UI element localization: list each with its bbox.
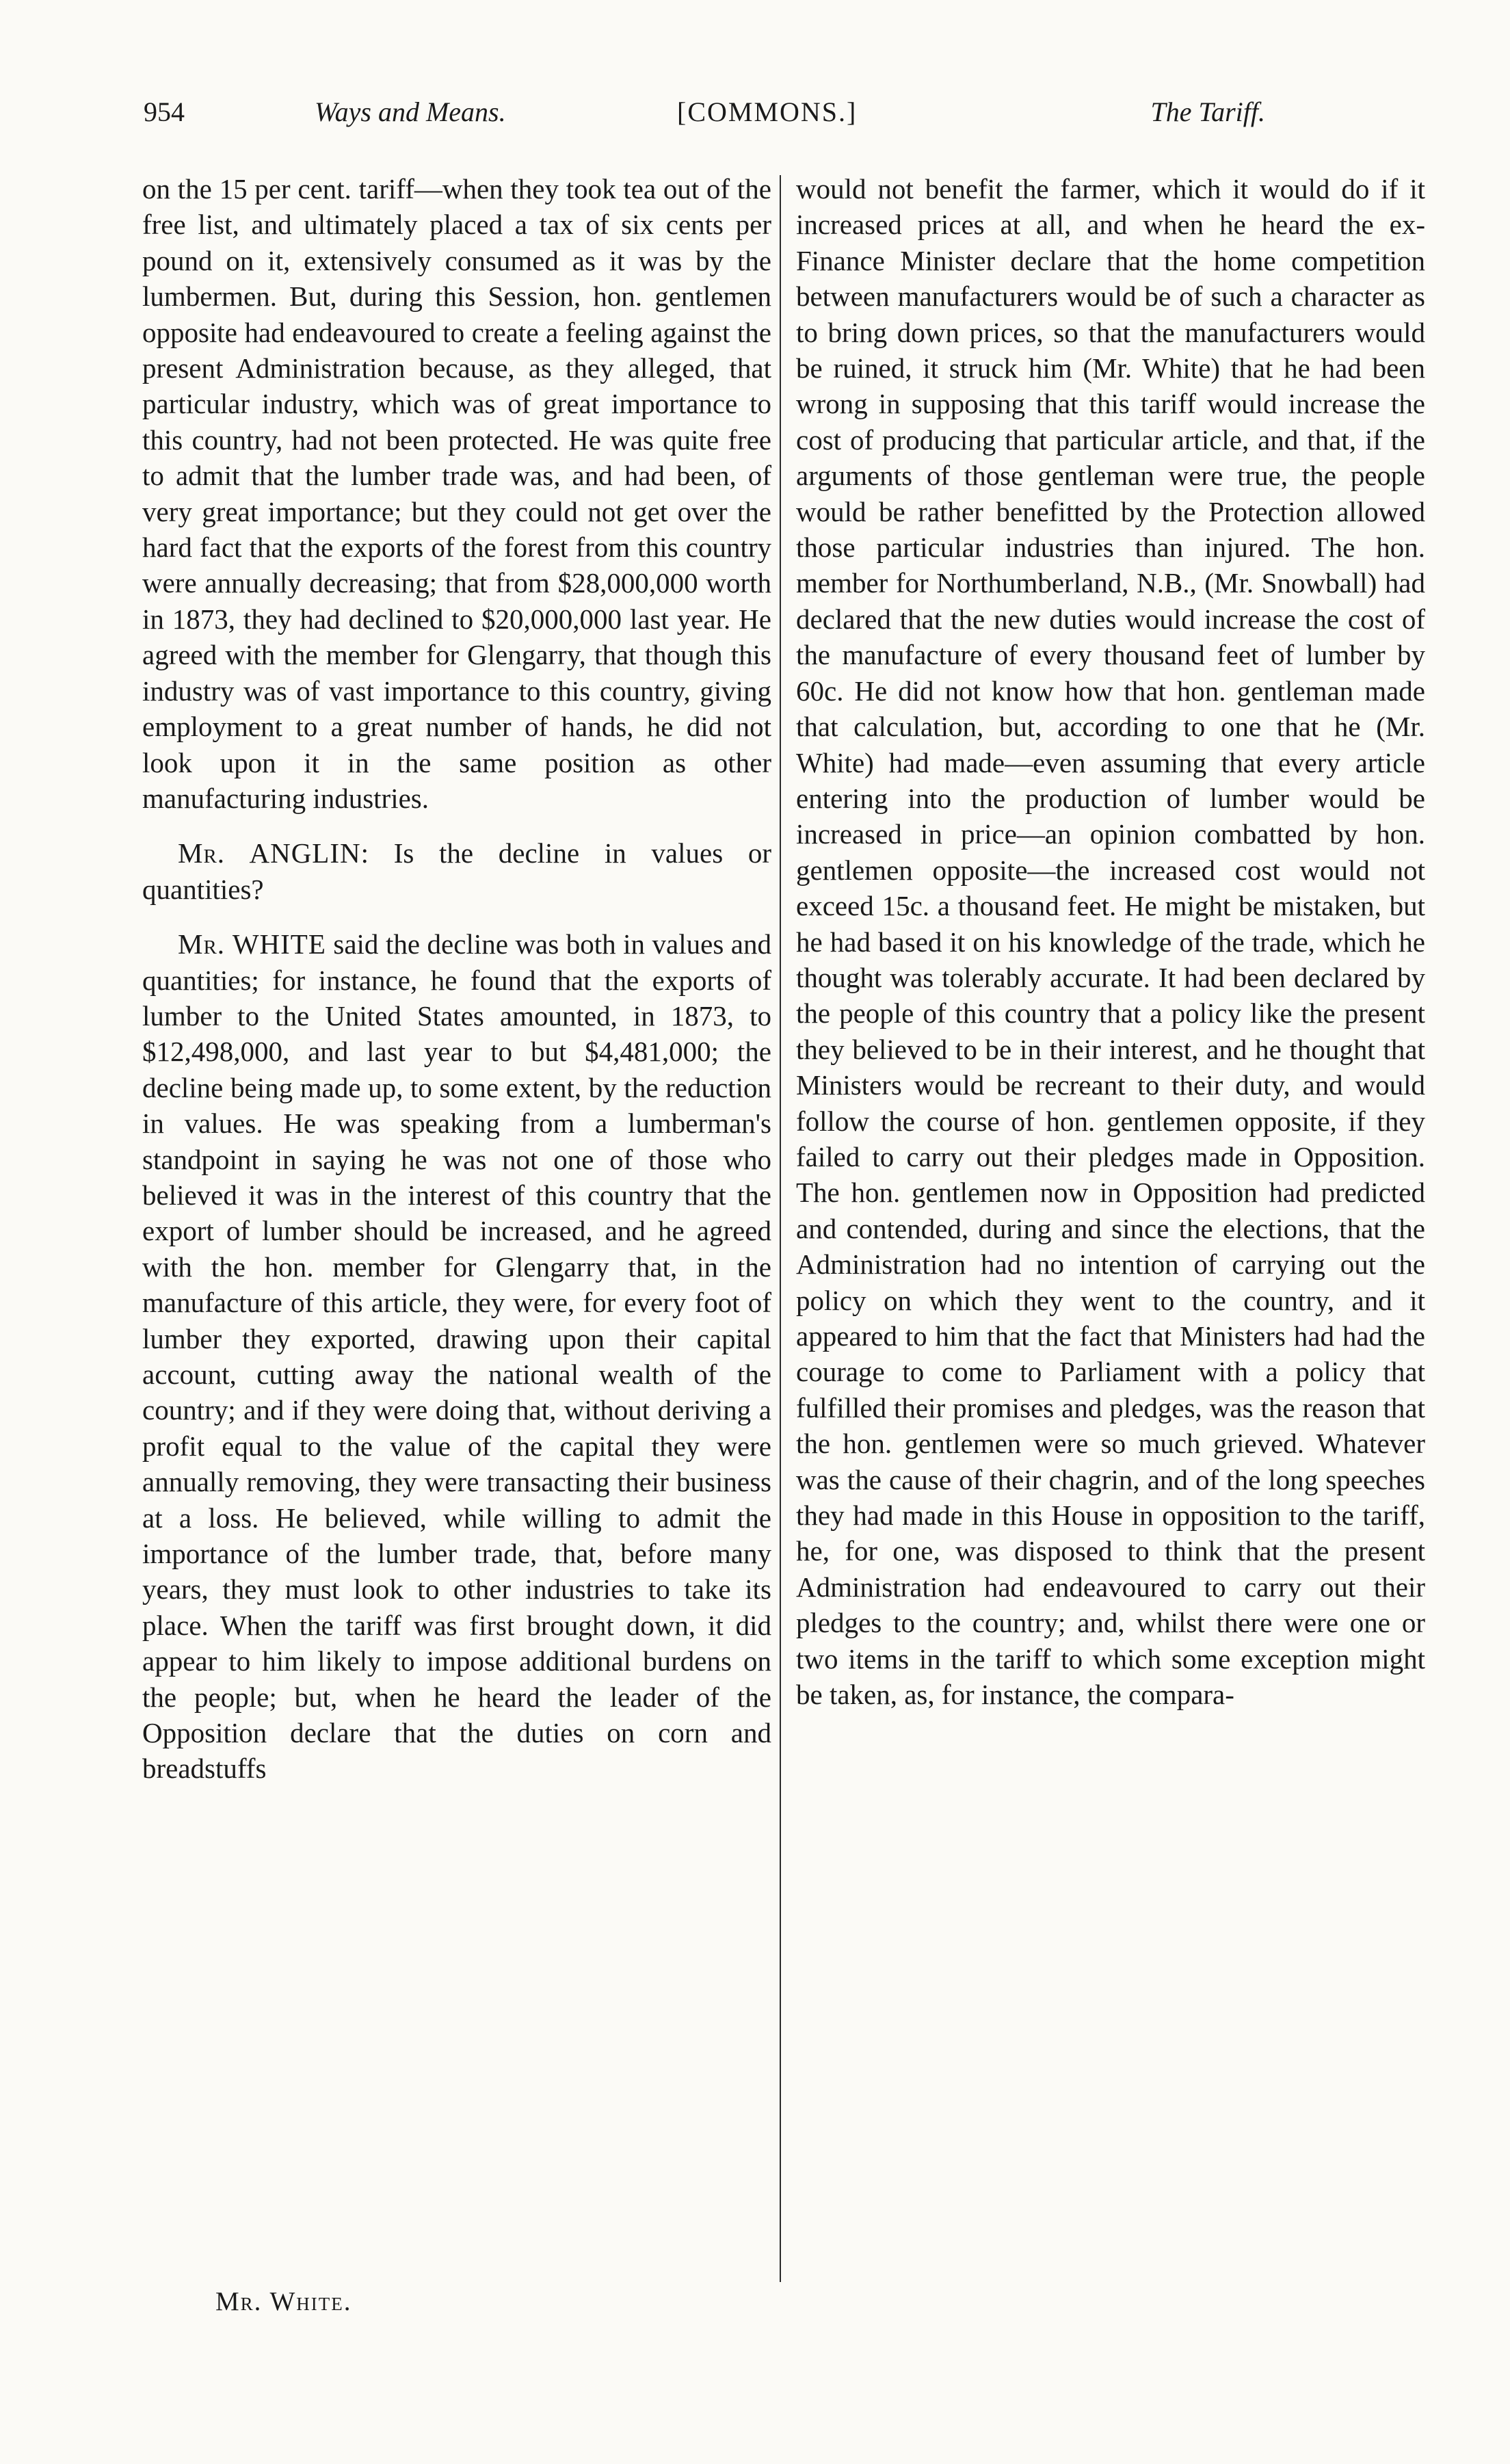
paragraph-anglin <box>142 835 771 907</box>
page-number: 954 <box>144 96 185 127</box>
speaker-name: Mr. WHITE <box>178 928 326 960</box>
chamber-title: [COMMONS.] <box>677 96 858 127</box>
paragraph: would not benefit the farmer, which it would do if it increased prices at all, and when he heard the ex-Finance Minister declare that the home competition between manufacturers would be of such a character as to bring down prices, so that the manufacturers would be ruined, it struck him (Mr. White) that he had been wrong in supposing that this tariff would increase the cost of producing that particular article, and that, if the arguments of those gentleman were true, the people would be rather benefitted by the Protection allowed those particular industries than injured. The hon. member for Northumberland, N.B., (Mr. Snowball) had declared that the new duties would increase the cost of the manufacture of every thousand feet of lumber by 60c. He did not know how that hon. gentleman made that calculation, but, according to one that he (Mr. White) had made—even assuming that every article entering into the production of lumber would be increased in price—an opinion combatted by hon. gentlemen opposite—the increased cost would not exceed 15c. a thousand feet. He might be mistaken, but he had based it on his knowledge of the trade, which he thought was tolerably accurate. It had been declared by the people of this country that a policy like the present they believed to be in their interest, and he thought that Ministers would be recreant to their duty, and would follow the course of hon. gentlemen opposite, if they failed to carry out their pledges made in Opposition. The hon. gentlemen now in Opposition had predicted and contended, during and since the elections, that the Administration had no intention of carrying out the policy on which they went to the country, and it appeared to him that the fact that Ministers had had the courage to come to Parliament with a policy that fulfilled their promises and pledges, was the reason that the hon. gentlemen were so much grieved. Whatever was the cause of their chagrin, and of the long speeches they had made in this House in opposition to the tariff, he, for one, was disposed to think that the present Administration had endeavoured to carry out their pledges to the country; and, whilst there were one or two items in the tariff to which some exception might be taken, as, for instance, the compara- <box>796 173 1425 1711</box>
paragraph: on the 15 per cent. tariff—when they took tea out of the free list, and ultimately placed a tax of six cents per pound on it, extensively consumed as it was by the lumbermen. But, during this Session, hon. gentlemen opposite had endeavoured to create a feeling against the present Administration because, as they alleged, that particular industry, which was of great importance to this country, had not been protected. He was quite free to admit that the lumber trade was, and had been, of very great importance; but they could not get over the hard fact that the exports of the forest from this country were annually decreasing; that from $28,000,000 worth in 1873, they had declined to $20,000,000 last year. He agreed with the member for Glengarry, that though this industry was of vast importance to this country, giving employment to a great number of hands, he did not look upon it in the same position as other manufacturing industries. <box>142 173 771 814</box>
section-title: Ways and Means. <box>315 96 506 127</box>
running-head <box>144 96 1265 137</box>
speech-text: : Is the decline in values or quantities? <box>142 837 771 905</box>
speech-text: said the decline was both in values and quantities; for instance, he found that the exports of lumber to the United States amounted, in 1873, to $12,498,000, and last year to but $4,481,000; the decline being made up, to some extent, by the reduction in values. He was speaking from a lumberman's standpoint in saying he was not one of those who believed it was in the interest of this country that the export of lumber should be increased, and he agreed with the hon. member for Glengarry that, in the manufacture of this article, they were, for every foot of lumber they exported, drawing upon their capital account, cutting away the national wealth of the country; and if they were doing that, without deriving a profit equal to the value of the capital they were annually removing, they were transacting their business at a loss. He believed, while willing to admit the importance of the lumber trade, that, before many years, they must look to other industries to take its place. When the tariff was first brought down, it did appear to him likely to impose additional burdens on the people; but, when he heard the leader of the Opposition declare that the duties on corn and breadstuffs <box>142 928 771 1785</box>
left-column <box>142 171 771 1787</box>
right-column <box>796 171 1425 1712</box>
column-divider <box>780 175 781 2282</box>
topic-title: The Tariff. <box>1150 96 1265 127</box>
catchword: Mr. White. <box>215 2287 352 2316</box>
speaker-name: Mr. ANGLIN <box>178 837 361 869</box>
paragraph-white <box>142 926 771 1787</box>
